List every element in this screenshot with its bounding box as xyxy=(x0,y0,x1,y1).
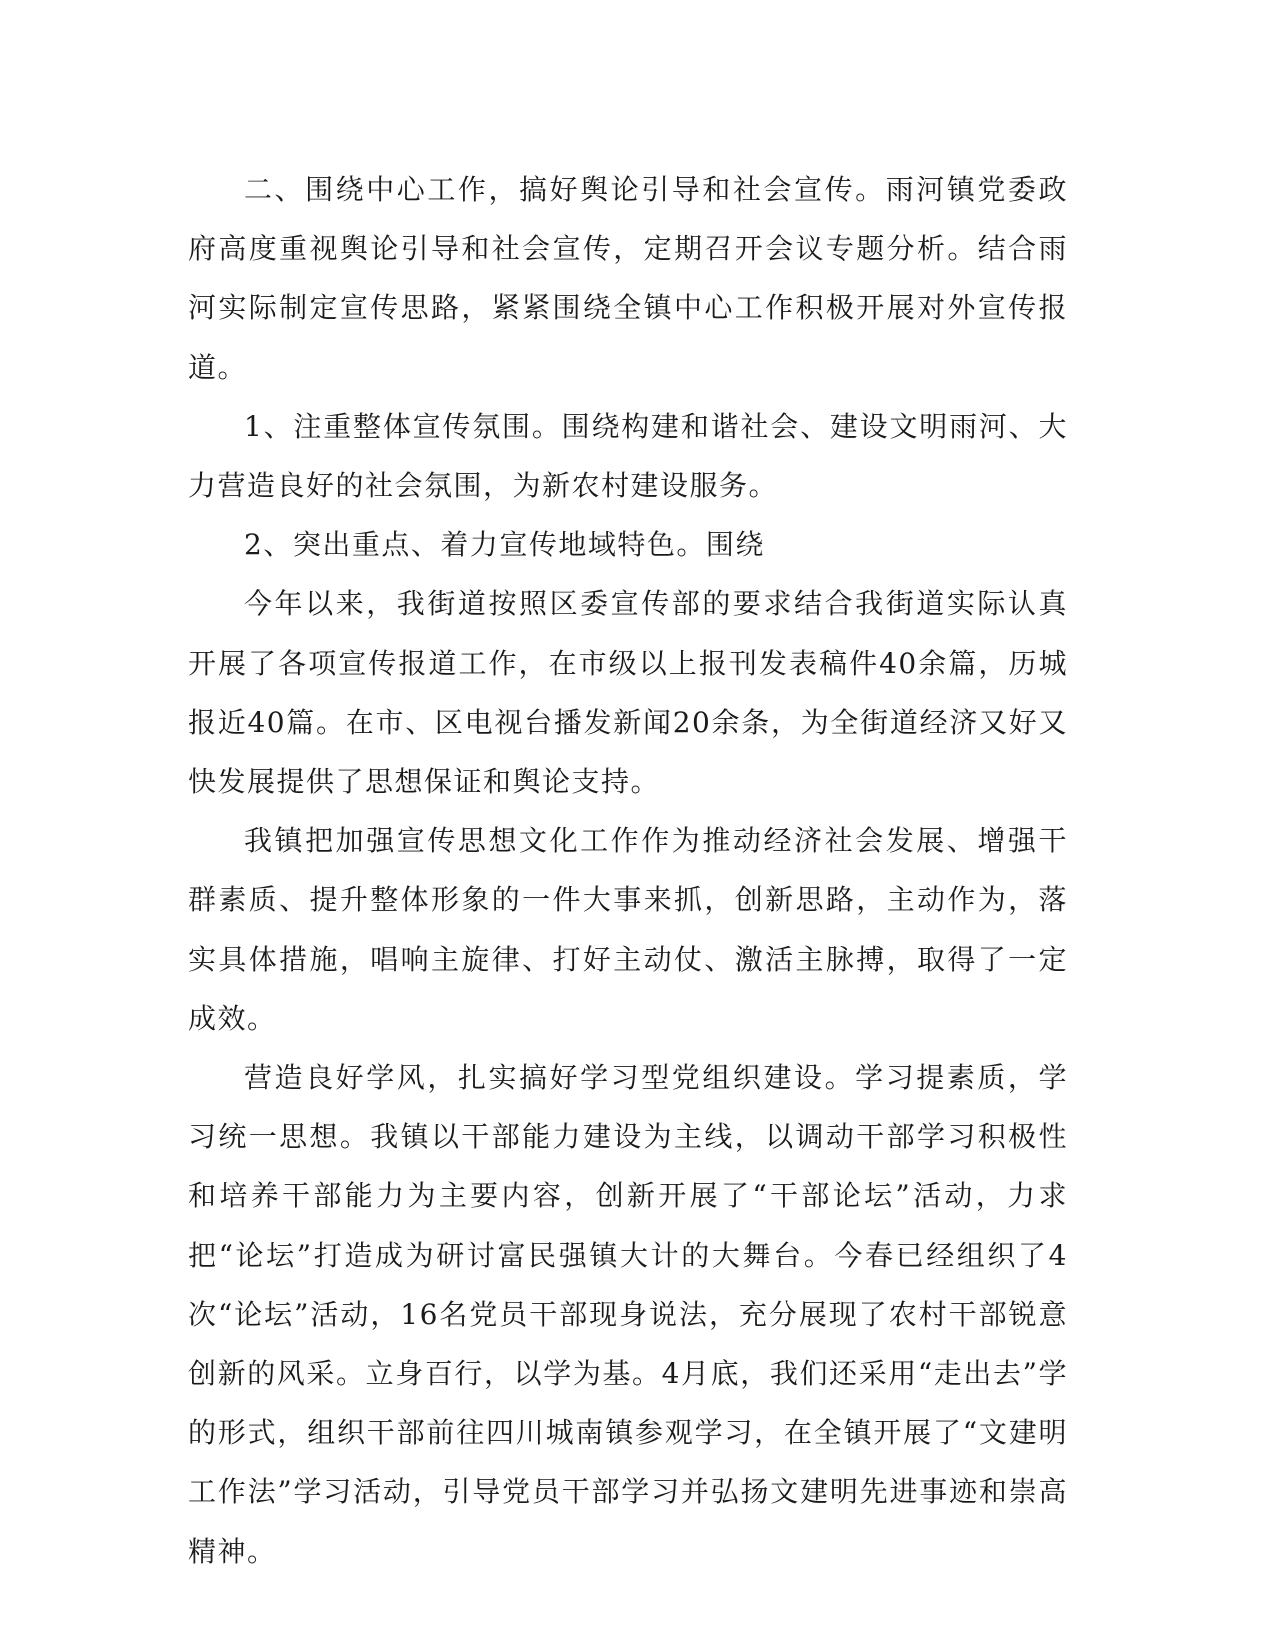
document-body xyxy=(188,160,1068,1581)
paragraph-regional-features: 2、突出重点、着力宣传地域特色。围绕 xyxy=(244,528,765,562)
paragraph-publicity-work: 二、围绕中心工作，搞好舆论引导和社会宣传。雨河镇党委政府高度重视舆论引导和社会宣传，定期召开会议专题分析。结合雨河实际制定宣传思路，紧紧围绕全镇中心工作积极开展对外宣传报道。 xyxy=(188,173,1068,384)
paragraph-study-style: 营造良好学风，扎实搞好学习型党组织建设。学习提素质，学习统一思想。我镇以干部能力建设为主线，以调动干部学习积极性和培养干部能力为主要内容，创新开展了“干部论坛”活动，力求把“论坛”打造成为研讨富民强镇大计的大舞台。今春已经组织了4次“论坛”活动，16名党员干部现身说法，充分展现了农村干部锐意创新的风采。立身百行，以学为基。4月底，我们还采用“走出去”学的形式，组织干部前往四川城南镇参观学习，在全镇开展了“文建明工作法”学习活动，引导党员干部学习并弘扬文建明先进事迹和崇高精神。 xyxy=(188,1061,1068,1568)
paragraph-culture-work: 我镇把加强宣传思想文化工作作为推动经济社会发展、增强干群素质、提升整体形象的一件大事来抓，创新思路，主动作为，落实具体措施，唱响主旋律、打好主动仗、激活主脉搏，取得了一定成效。 xyxy=(188,824,1068,1035)
paragraph-street-reports: 今年以来，我街道按照区委宣传部的要求结合我街道实际认真开展了各项宣传报道工作，在市级以上报刊发表稿件40余篇，历城报近40篇。在市、区电视台播发新闻20余条，为全街道经济又好又快发展提供了思想保证和舆论支持。 xyxy=(188,587,1068,799)
paragraph-atmosphere: 1、注重整体宣传氛围。围绕构建和谐社会、建设文明雨河、大力营造良好的社会氛围，为新农村建设服务。 xyxy=(188,409,1068,503)
